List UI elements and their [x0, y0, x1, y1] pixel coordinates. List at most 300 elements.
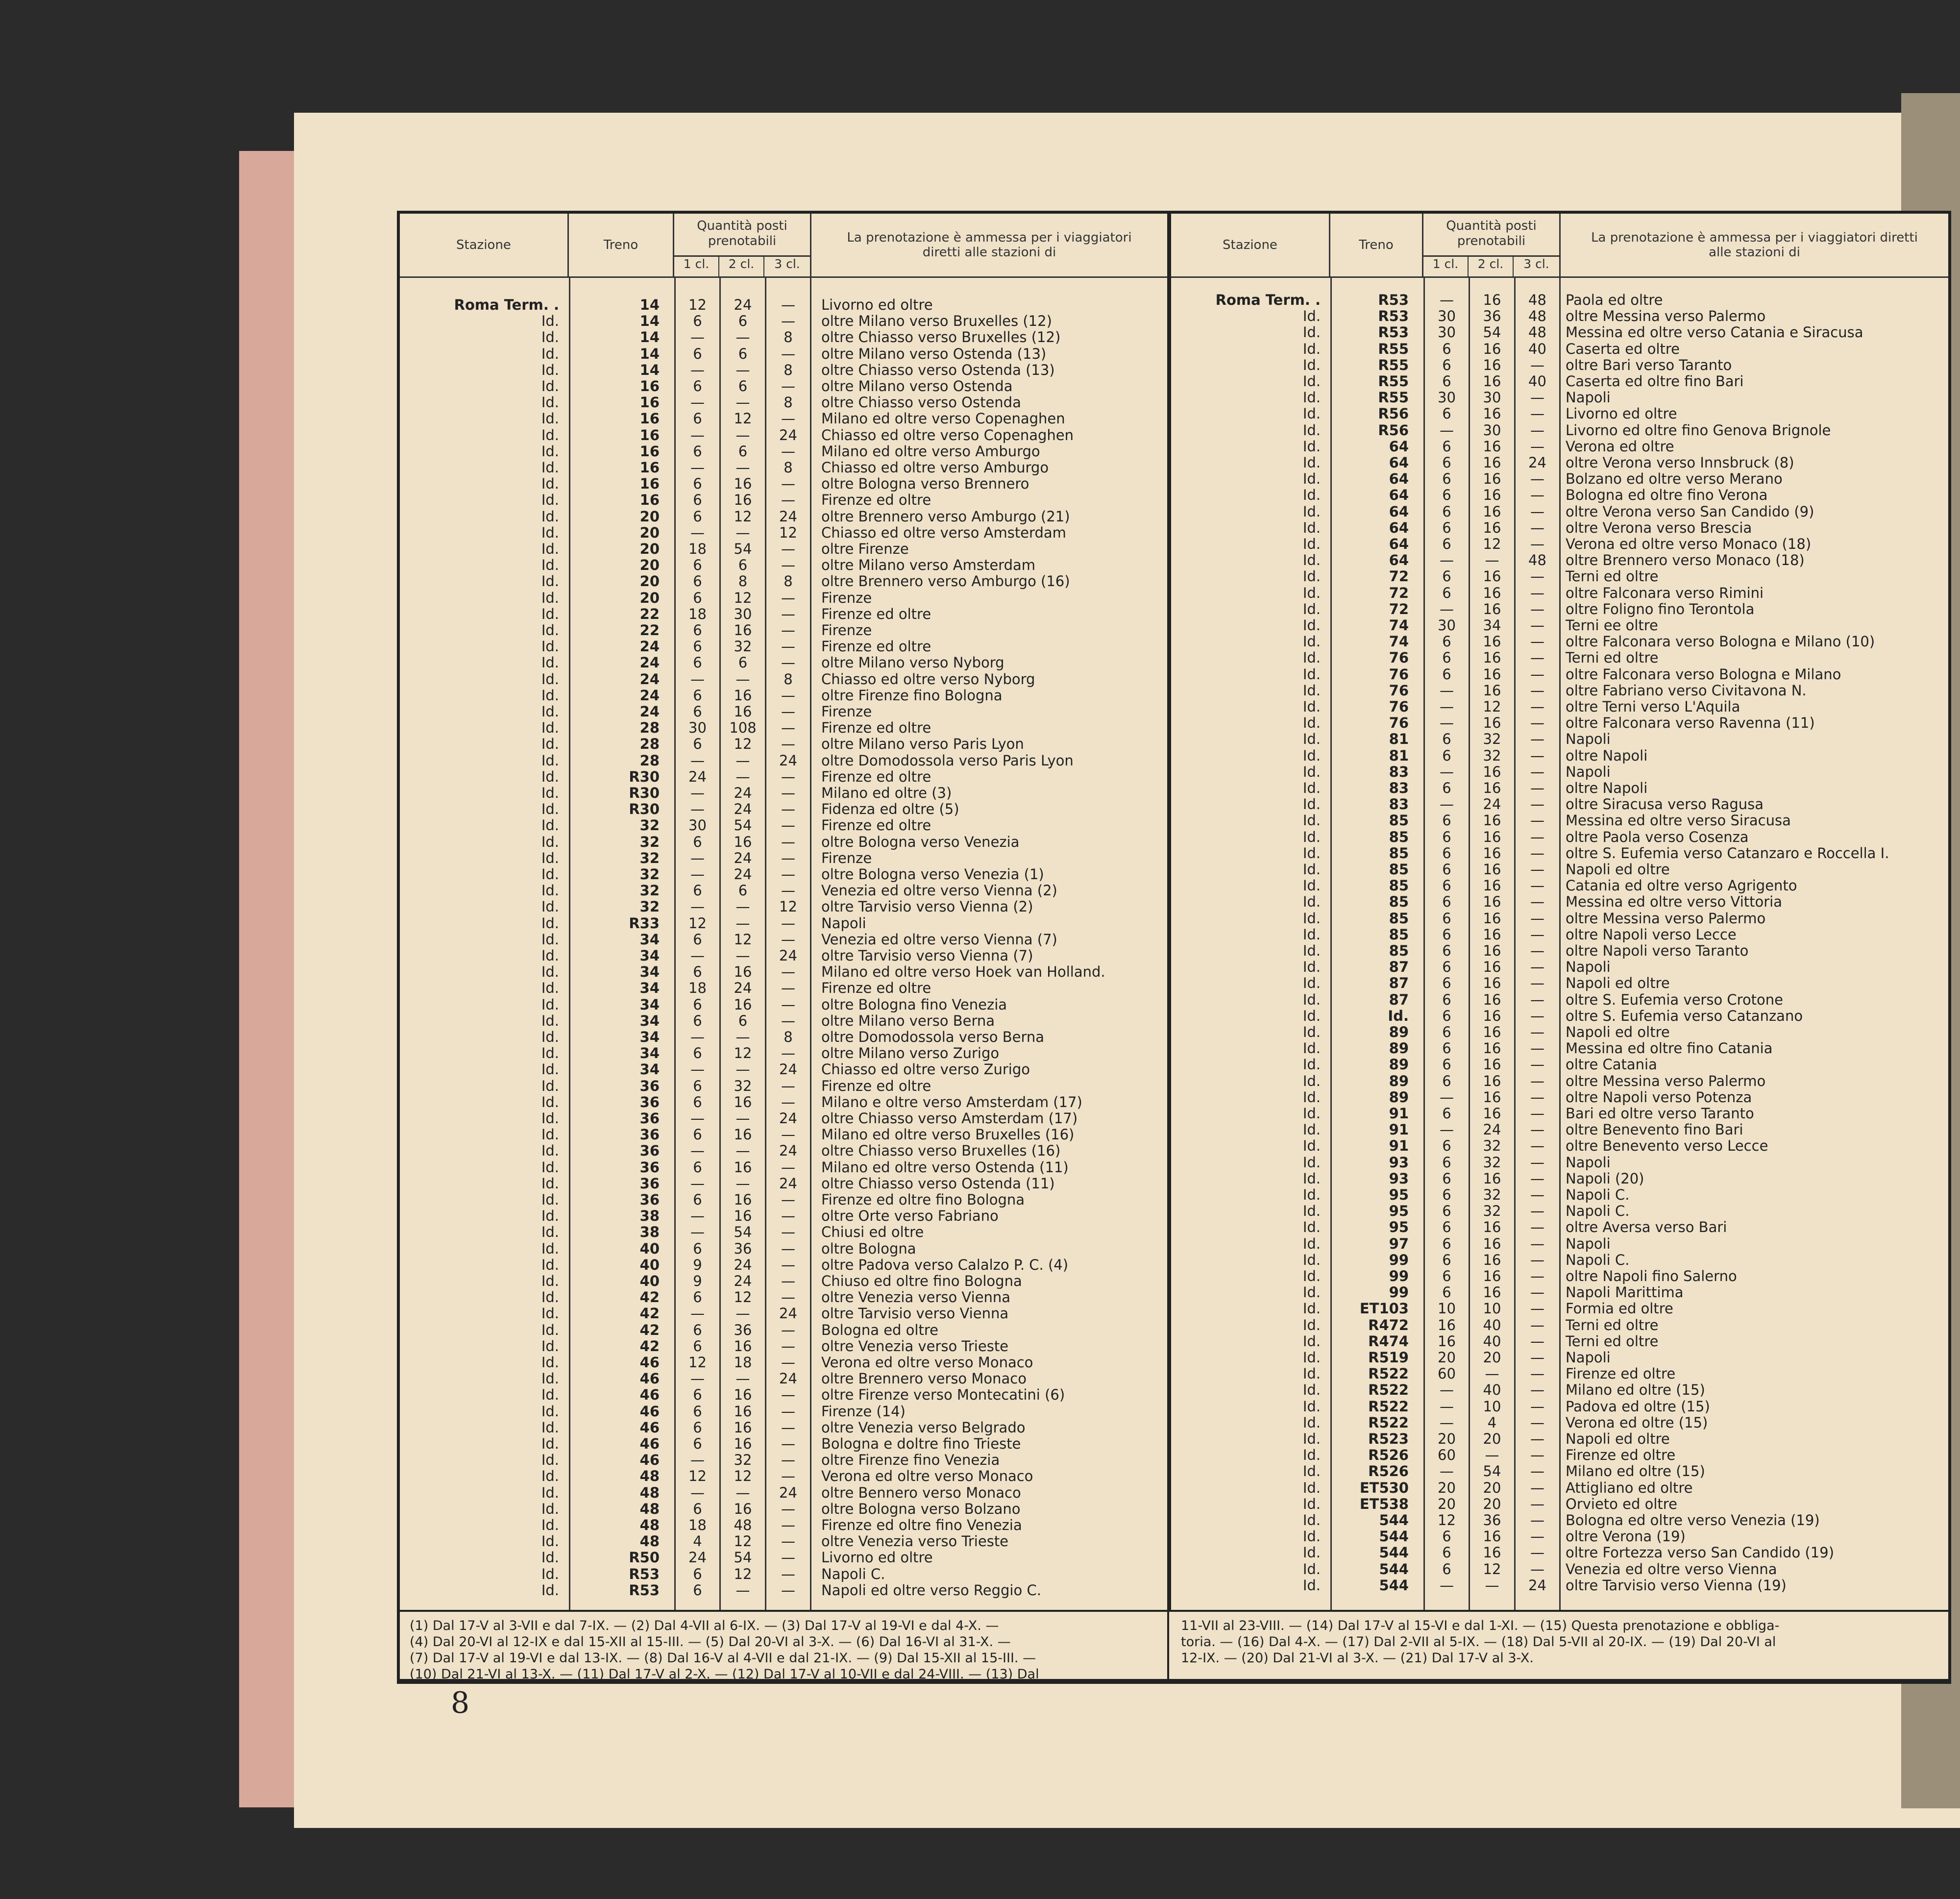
- cl1-cell: 16: [1438, 1332, 1456, 1350]
- train-cell: 99: [1389, 1268, 1409, 1284]
- station-cell: Id.: [541, 1354, 559, 1371]
- destination-cell: oltre Chiasso verso Bruxelles (16): [821, 1143, 1061, 1159]
- destination-cell: Chiasso ed oltre verso Zurigo: [821, 1061, 1030, 1078]
- train-cell: 16: [639, 492, 660, 509]
- cl1-cell: 6: [693, 313, 702, 330]
- table-row: [1171, 943, 1948, 959]
- train-cell: 544: [1379, 1577, 1409, 1594]
- train-cell: 46: [639, 1452, 660, 1469]
- cl3-cell: —: [781, 736, 795, 753]
- station-cell: Id.: [541, 1386, 559, 1404]
- table-row: [1171, 1366, 1948, 1382]
- destination-cell: oltre Chiasso verso Ostenda (11): [821, 1175, 1055, 1192]
- station-cell: Id.: [541, 1321, 559, 1338]
- station-cell: Id.: [541, 1305, 559, 1322]
- cl2-cell: 16: [1483, 682, 1501, 699]
- cl3-cell: —: [781, 1500, 795, 1517]
- cl3-cell: —: [781, 1077, 795, 1094]
- cl2-cell: —: [735, 752, 750, 769]
- train-cell: 76: [1389, 682, 1409, 699]
- cl1-cell: 9: [693, 1273, 702, 1289]
- destination-cell: Napoli ed oltre verso Reggio C.: [821, 1582, 1041, 1599]
- train-cell: 93: [1389, 1154, 1409, 1171]
- header-stazione: Stazione: [1171, 214, 1330, 276]
- station-cell: Id.: [541, 1500, 559, 1517]
- cl2-cell: 8: [738, 573, 748, 590]
- cl1-cell: 6: [1442, 503, 1451, 520]
- station-cell: Id.: [1302, 877, 1321, 894]
- cl1-cell: 6: [693, 996, 702, 1013]
- cl1-cell: 6: [693, 1386, 702, 1404]
- page-number: 8: [451, 1686, 470, 1720]
- table-row: [1171, 1463, 1948, 1480]
- destination-cell: oltre Milano verso Nyborg: [821, 655, 1004, 671]
- table-row: [400, 476, 1167, 492]
- destination-cell: oltre Venezia verso Trieste: [821, 1338, 1009, 1355]
- cl3-cell: —: [1530, 1381, 1544, 1399]
- table-row: [400, 964, 1167, 980]
- cl1-cell: 6: [1442, 454, 1451, 471]
- destination-cell: Terni ee oltre: [1566, 617, 1658, 634]
- cl3-cell: —: [1530, 1414, 1544, 1431]
- cl3-cell: —: [1530, 780, 1544, 796]
- table-row: [400, 948, 1167, 964]
- table-row: [1171, 1268, 1948, 1284]
- header-cl1: 1 cl.: [674, 257, 719, 276]
- destination-cell: Firenze ed oltre: [821, 492, 931, 509]
- cl1-cell: 18: [688, 1517, 707, 1533]
- cl2-cell: 6: [738, 882, 748, 899]
- station-cell: Id.: [1302, 796, 1321, 813]
- station-cell: Id.: [1302, 1577, 1321, 1594]
- train-cell: R30: [629, 785, 660, 801]
- cl3-cell: —: [1530, 1332, 1544, 1350]
- header-quantita: Quantità posti prenotabili 1 cl. 2 cl. 3 cl.: [1423, 214, 1561, 276]
- cl3-cell: —: [781, 541, 795, 557]
- table-header-left: [400, 214, 1167, 276]
- train-cell: 46: [639, 1435, 660, 1452]
- destination-cell: oltre Benevento verso Lecce: [1566, 1138, 1768, 1155]
- cl1-cell: 6: [1442, 861, 1451, 878]
- station-cell: Id.: [1302, 1040, 1321, 1057]
- cl2-cell: —: [735, 394, 750, 411]
- cl2-cell: 6: [738, 313, 748, 330]
- cl3-cell: —: [781, 605, 795, 622]
- destination-cell: oltre Tarvisio verso Vienna (2): [821, 899, 1033, 915]
- train-cell: 87: [1389, 975, 1409, 992]
- train-cell: 64: [1389, 519, 1409, 536]
- cl3-cell: —: [1530, 438, 1544, 455]
- cl2-cell: 16: [1483, 519, 1501, 536]
- cl1-cell: 6: [1442, 747, 1451, 764]
- table-row: [400, 1582, 1167, 1599]
- cl1-cell: 6: [693, 1191, 702, 1208]
- cl3-cell: —: [1530, 893, 1544, 911]
- train-cell: 14: [639, 313, 660, 330]
- train-cell: 76: [1389, 698, 1409, 715]
- station-cell: Id.: [1302, 1398, 1321, 1415]
- table-row: [1171, 911, 1948, 927]
- cl2-cell: 16: [1483, 763, 1501, 780]
- train-cell: R30: [629, 768, 660, 785]
- table-row: [1171, 731, 1948, 747]
- station-cell: Id.: [541, 931, 559, 948]
- station-cell: Id.: [1302, 893, 1321, 911]
- table-row: [1171, 634, 1948, 650]
- cl2-cell: 54: [1483, 324, 1501, 341]
- cl1-cell: 6: [693, 1126, 702, 1143]
- table-row: [400, 1192, 1167, 1208]
- destination-cell: Orvieto ed oltre: [1566, 1496, 1677, 1512]
- table-row: [400, 313, 1167, 329]
- cl3-cell: —: [1530, 1251, 1544, 1268]
- footnote-line: 11-VII al 23-VIII. — (14) Dal 17-V al 15-VI e dal 1-XI. — (15) Questa prenotazione e obbliga-: [1181, 1618, 1780, 1633]
- station-cell: Id.: [541, 443, 559, 460]
- train-cell: 48: [639, 1517, 660, 1533]
- table-row: [400, 590, 1167, 606]
- cl3-cell: 24: [779, 426, 797, 444]
- cl2-cell: —: [735, 1581, 750, 1599]
- destination-cell: Paola ed oltre: [1566, 292, 1663, 308]
- cl3-cell: —: [1530, 584, 1544, 601]
- station-cell: Id.: [1302, 324, 1321, 341]
- cl2-cell: —: [735, 1061, 750, 1078]
- station-cell: Id.: [1302, 1381, 1321, 1399]
- destination-cell: oltre Foligno fino Terontola: [1566, 601, 1755, 617]
- cl2-cell: 40: [1483, 1381, 1501, 1399]
- cl1-cell: 6: [693, 573, 702, 590]
- train-cell: R522: [1368, 1398, 1409, 1415]
- station-cell: Id.: [1302, 308, 1321, 325]
- station-cell: Id.: [1302, 763, 1321, 780]
- cl3-cell: —: [1530, 959, 1544, 976]
- cl2-cell: —: [735, 1370, 750, 1387]
- destination-cell: Milano ed oltre (3): [821, 785, 952, 801]
- cl3-cell: —: [781, 1452, 795, 1469]
- table-row: [1171, 1399, 1948, 1415]
- table-row: [400, 1533, 1167, 1550]
- station-cell: Id.: [1302, 356, 1321, 373]
- cl2-cell: 16: [1483, 1088, 1501, 1106]
- cl1-cell: 6: [693, 410, 702, 427]
- cl2-cell: —: [735, 768, 750, 785]
- table-row: [1171, 1317, 1948, 1333]
- station-cell: Id.: [1302, 1463, 1321, 1480]
- train-cell: 28: [639, 752, 660, 769]
- table-row: [1171, 1171, 1948, 1187]
- cl1-cell: —: [690, 459, 705, 476]
- cl1-cell: 6: [693, 1240, 702, 1257]
- destination-cell: Napoli C.: [1566, 1252, 1630, 1268]
- station-cell: Id.: [1302, 1495, 1321, 1512]
- train-cell: 64: [1389, 487, 1409, 504]
- cl1-cell: —: [690, 1484, 705, 1501]
- cl3-cell: —: [781, 1093, 795, 1110]
- table-row: [1171, 1350, 1948, 1366]
- train-cell: 72: [1389, 584, 1409, 601]
- cl2-cell: 48: [734, 1517, 752, 1533]
- destination-cell: oltre Messina verso Palermo: [1566, 308, 1766, 325]
- cl2-cell: 36: [1483, 308, 1501, 325]
- cl1-cell: 6: [1442, 1528, 1451, 1545]
- cl3-cell: —: [781, 1419, 795, 1436]
- cl2-cell: 16: [1483, 292, 1501, 308]
- cl3-cell: 8: [784, 394, 793, 411]
- station-cell: Id.: [1302, 926, 1321, 943]
- table-row: [400, 427, 1167, 444]
- station-cell: Id.: [541, 914, 559, 932]
- cl2-cell: 16: [734, 687, 752, 704]
- cl1-cell: —: [1440, 1463, 1454, 1480]
- station-cell: Id.: [541, 329, 559, 346]
- station-cell: Id.: [1302, 373, 1321, 390]
- cl1-cell: 6: [1442, 438, 1451, 455]
- table-row: [1171, 1040, 1948, 1057]
- cl3-cell: —: [1530, 926, 1544, 943]
- train-cell: 76: [1389, 666, 1409, 683]
- destination-cell: oltre Napoli verso Lecce: [1566, 926, 1737, 943]
- cl1-cell: —: [690, 1175, 705, 1192]
- station-cell: Id.: [541, 426, 559, 444]
- destination-cell: oltre Napoli fino Salerno: [1566, 1268, 1737, 1284]
- cl3-cell: —: [781, 296, 795, 313]
- train-cell: 46: [639, 1370, 660, 1387]
- cl1-cell: 20: [1438, 1495, 1456, 1512]
- footnotes-left: [410, 1618, 1159, 1682]
- cl1-cell: 6: [693, 1500, 702, 1517]
- station-cell: Id.: [541, 833, 559, 850]
- cl3-cell: —: [1530, 1365, 1544, 1382]
- train-cell: 16: [639, 475, 660, 493]
- cl1-cell: 6: [693, 1403, 702, 1420]
- destination-cell: Messina ed oltre fino Catania: [1566, 1040, 1773, 1057]
- cl3-cell: —: [1530, 649, 1544, 666]
- cl3-cell: —: [781, 866, 795, 883]
- cl2-cell: 16: [1483, 1544, 1501, 1561]
- train-cell: R55: [1378, 356, 1409, 373]
- cl2-cell: —: [735, 1142, 750, 1159]
- cl1-cell: 6: [693, 492, 702, 509]
- cl2-cell: 16: [734, 1435, 752, 1452]
- cl3-cell: —: [1530, 1398, 1544, 1415]
- station-cell: Id.: [541, 394, 559, 411]
- destination-cell: Napoli: [1566, 1350, 1611, 1366]
- cl2-cell: 16: [1483, 340, 1501, 357]
- destination-cell: oltre Brennero verso Amburgo (16): [821, 573, 1070, 590]
- cl3-cell: —: [1530, 405, 1544, 422]
- train-cell: 544: [1379, 1512, 1409, 1529]
- table-row: [400, 639, 1167, 655]
- train-cell: 74: [1389, 617, 1409, 634]
- train-cell: 40: [639, 1273, 660, 1289]
- cl2-cell: 6: [738, 443, 748, 460]
- station-cell: Id.: [1302, 1219, 1321, 1236]
- destination-cell: oltre Bologna: [821, 1240, 916, 1257]
- cl2-cell: 24: [734, 866, 752, 883]
- station-cell: Id.: [541, 882, 559, 899]
- cl3-cell: —: [781, 1403, 795, 1420]
- destination-cell: oltre Bologna verso Bolzano: [821, 1501, 1021, 1517]
- table-row: [1171, 1155, 1948, 1171]
- station-cell: Id.: [541, 459, 559, 476]
- cl3-cell: —: [1530, 1186, 1544, 1203]
- cl1-cell: 6: [693, 443, 702, 460]
- station-cell: Id.: [541, 1029, 559, 1045]
- table-row: [1171, 1561, 1948, 1578]
- cl1-cell: 18: [688, 980, 707, 997]
- cl3-cell: —: [1530, 633, 1544, 650]
- cl3-cell: —: [1530, 1430, 1544, 1447]
- cl3-cell: 8: [784, 329, 793, 346]
- cl3-cell: —: [1530, 1121, 1544, 1138]
- train-cell: 22: [639, 622, 660, 639]
- destination-cell: oltre Venezia verso Belgrado: [821, 1419, 1026, 1436]
- cl3-cell: —: [781, 1045, 795, 1062]
- cl3-cell: —: [1530, 1447, 1544, 1464]
- train-cell: 89: [1389, 1088, 1409, 1106]
- destination-cell: oltre S. Eufemia verso Catanzaro e Roccella I.: [1566, 845, 1889, 862]
- footnotes: [400, 1610, 1948, 1681]
- cl1-cell: —: [690, 426, 705, 444]
- cl3-cell: 24: [1528, 454, 1546, 471]
- cl2-cell: —: [735, 1305, 750, 1322]
- destination-cell: Verona ed oltre verso Monaco: [821, 1468, 1033, 1485]
- destination-cell: oltre Falconara verso Rimini: [1566, 585, 1764, 601]
- station-cell: Id.: [1302, 942, 1321, 959]
- table-row: [400, 509, 1167, 525]
- destination-cell: Napoli: [1566, 959, 1611, 976]
- cl2-cell: —: [735, 1110, 750, 1127]
- cl1-cell: 12: [1438, 1512, 1456, 1529]
- cl1-cell: 6: [1442, 536, 1451, 552]
- cl3-cell: 8: [784, 1029, 793, 1045]
- cl1-cell: 6: [1442, 959, 1451, 976]
- cl2-cell: 40: [1483, 1316, 1501, 1333]
- cl3-cell: 24: [779, 947, 797, 964]
- cl1-cell: 24: [688, 1549, 707, 1566]
- cl1-cell: 6: [693, 475, 702, 493]
- cl3-cell: —: [1530, 600, 1544, 617]
- table-row: [1171, 862, 1948, 878]
- cl1-cell: 6: [693, 638, 702, 655]
- table-row: [1171, 1024, 1948, 1040]
- cl1-cell: 6: [1442, 405, 1451, 422]
- destination-cell: Milano e oltre verso Amsterdam (17): [821, 1094, 1082, 1110]
- cl1-cell: —: [1440, 552, 1454, 569]
- table-row: [1171, 764, 1948, 780]
- cl1-cell: 12: [688, 1468, 707, 1485]
- train-cell: 72: [1389, 600, 1409, 617]
- table-row: [400, 1566, 1167, 1582]
- destination-cell: oltre Firenze fino Venezia: [821, 1452, 1000, 1469]
- train-cell: 64: [1389, 470, 1409, 488]
- train-cell: R50: [629, 1549, 660, 1566]
- table-row: [1171, 1284, 1948, 1301]
- cl3-cell: —: [781, 557, 795, 574]
- station-cell: Id.: [541, 1337, 559, 1355]
- train-cell: 46: [639, 1386, 660, 1404]
- destination-cell: oltre Verona verso Brescia: [1566, 519, 1752, 536]
- cl1-cell: 18: [688, 605, 707, 622]
- station-cell: Id.: [541, 605, 559, 622]
- cl2-cell: 54: [734, 541, 752, 557]
- cl1-cell: —: [1440, 1414, 1454, 1431]
- cl3-cell: —: [781, 1256, 795, 1273]
- table-row: [1171, 650, 1948, 666]
- train-cell: 20: [639, 573, 660, 590]
- cl2-cell: 16: [1483, 877, 1501, 894]
- train-cell: 46: [639, 1419, 660, 1436]
- destination-cell: Fidenza ed oltre (5): [821, 801, 959, 818]
- cl3-cell: —: [1530, 715, 1544, 732]
- cl2-cell: 24: [734, 1256, 752, 1273]
- cl2-cell: 6: [738, 1012, 748, 1029]
- station-cell: Id.: [1302, 1024, 1321, 1040]
- table-row: [400, 1127, 1167, 1143]
- cl1-cell: 6: [1442, 487, 1451, 504]
- destination-cell: oltre Napoli verso Taranto: [1566, 943, 1749, 959]
- station-cell: Id.: [541, 898, 559, 915]
- station-cell: Id.: [1302, 747, 1321, 764]
- destination-cell: oltre Milano verso Bruxelles (12): [821, 313, 1052, 330]
- station-cell: Id.: [541, 557, 559, 574]
- destination-cell: oltre Firenze fino Bologna: [821, 687, 1003, 704]
- train-cell: 89: [1389, 1072, 1409, 1089]
- cl2-cell: —: [735, 1029, 750, 1045]
- cl2-cell: 12: [734, 410, 752, 427]
- train-cell: 83: [1389, 796, 1409, 813]
- train-cell: 16: [639, 459, 660, 476]
- station-cell: Id.: [541, 1208, 559, 1225]
- cl3-cell: —: [781, 980, 795, 997]
- cl3-cell: —: [781, 638, 795, 655]
- table-row: [1171, 1382, 1948, 1398]
- cl1-cell: —: [1440, 600, 1454, 617]
- cl1-cell: —: [1440, 715, 1454, 732]
- train-cell: Id.: [1388, 1007, 1409, 1024]
- cl3-cell: —: [1530, 731, 1544, 748]
- destination-cell: Chiuso ed oltre fino Bologna: [821, 1273, 1022, 1289]
- destination-cell: Venezia ed oltre verso Vienna (7): [821, 931, 1057, 948]
- train-cell: 34: [639, 947, 660, 964]
- train-cell: 72: [1389, 568, 1409, 585]
- cl2-cell: 32: [734, 1077, 752, 1094]
- train-cell: 64: [1389, 503, 1409, 520]
- table-row: [1171, 1219, 1948, 1235]
- train-cell: 14: [639, 361, 660, 378]
- cl3-cell: —: [1530, 421, 1544, 439]
- cl2-cell: —: [1485, 1365, 1499, 1382]
- train-cell: 64: [1389, 552, 1409, 569]
- train-cell: 28: [639, 719, 660, 737]
- footnotes-divider: [1167, 1612, 1169, 1681]
- train-cell: 20: [639, 541, 660, 557]
- destination-cell: Verona ed oltre: [1566, 438, 1674, 455]
- cl3-cell: 24: [779, 1142, 797, 1159]
- station-cell: Id.: [1302, 405, 1321, 422]
- table-row: [1171, 699, 1948, 715]
- train-cell: 81: [1389, 747, 1409, 764]
- destination-cell: oltre Brennero verso Monaco: [821, 1371, 1027, 1387]
- cl1-cell: 6: [1442, 470, 1451, 488]
- destination-cell: oltre Firenze: [821, 541, 909, 557]
- cl1-cell: 30: [1438, 308, 1456, 325]
- train-cell: 95: [1389, 1203, 1409, 1220]
- destination-cell: Verona ed oltre (15): [1566, 1414, 1708, 1431]
- cl3-cell: —: [1530, 763, 1544, 780]
- cl1-cell: 6: [1442, 1284, 1451, 1301]
- cl1-cell: —: [1440, 763, 1454, 780]
